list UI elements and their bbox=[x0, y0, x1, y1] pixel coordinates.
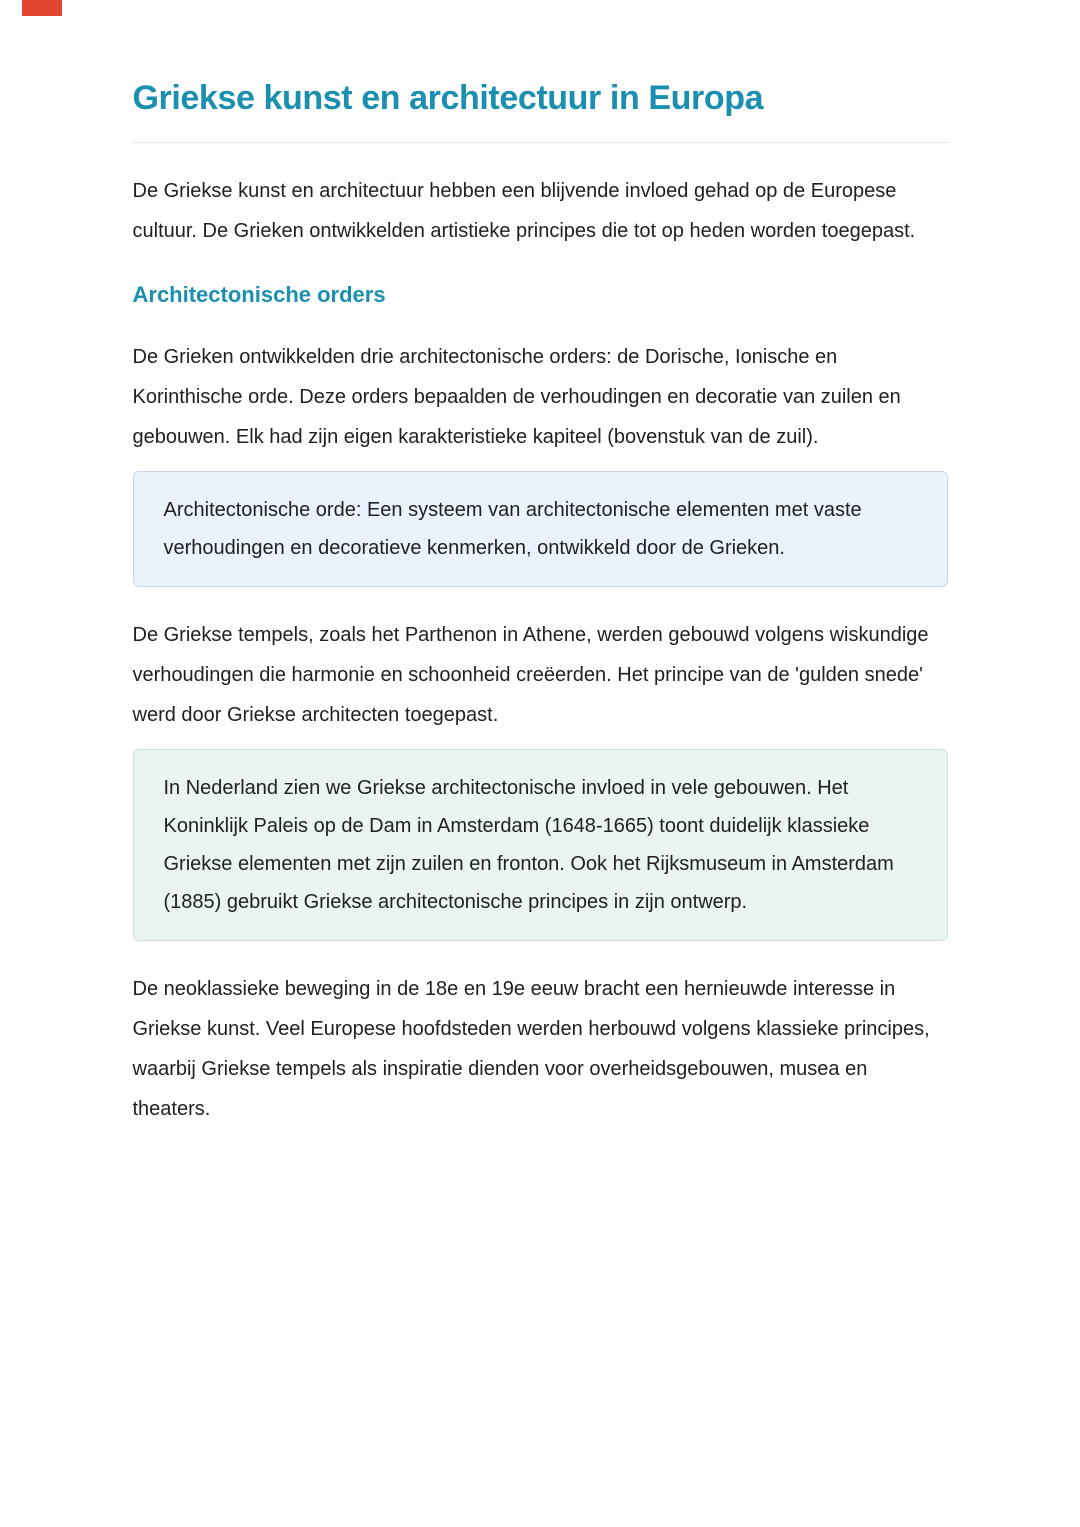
example-callout: In Nederland zien we Griekse architectonische invloed in vele gebouwen. Het Koninklijk Paleis op de Dam in Amsterdam (1648-1665) toont duidelijk klassieke Griekse elementen met zijn zuilen en fronton. Ook het Rijksmuseum in Amsterdam (1885) gebruikt Griekse architectonische principes in zijn ontwerp. bbox=[133, 749, 948, 941]
neoclassical-paragraph: De neoklassieke beweging in de 18e en 19e eeuw bracht een hernieuwde interesse in Griekse kunst. Veel Europese hoofdsteden werden herbouwd volgens klassieke principes, waarbij Griekse tempels als inspiratie dienden voor overheidsgebouwen, musea en theaters. bbox=[132, 978, 930, 1120]
document-page bbox=[133, 0, 948, 1129]
temples-paragraph: De Griekse tempels, zoals het Parthenon in Athene, werden gebouwd volgens wiskundige verhoudingen die harmonie en schoonheid creëerden. Het principe van de 'gulden snede' werd door Griekse architecten toegepast. bbox=[132, 624, 929, 726]
action-marker bbox=[22, 0, 62, 16]
definition-callout: Architectonische orde: Een systeem van architectonische elementen met vaste verhoudingen en decoratieve kenmerken, ontwikkeld door de Grieken. bbox=[133, 471, 948, 587]
orders-paragraph: De Grieken ontwikkelden drie architectonische orders: de Dorische, Ionische en Korinthische orde. Deze orders bepaalden de verhoudingen en decoratie van zuilen en gebouwen. Elk had zijn eigen karakteristieke kapiteel (bovenstuk van de zuil). bbox=[132, 346, 901, 448]
section-heading-architectonische-orders: Architectonische orders bbox=[132, 282, 386, 307]
page-title: Griekse kunst en architectuur in Europa bbox=[133, 76, 948, 143]
intro-paragraph: De Griekse kunst en architectuur hebben een blijvende invloed gehad op de Europese cultuur. De Grieken ontwikkelden artistieke principes die tot op heden worden toegepast. bbox=[132, 180, 916, 242]
